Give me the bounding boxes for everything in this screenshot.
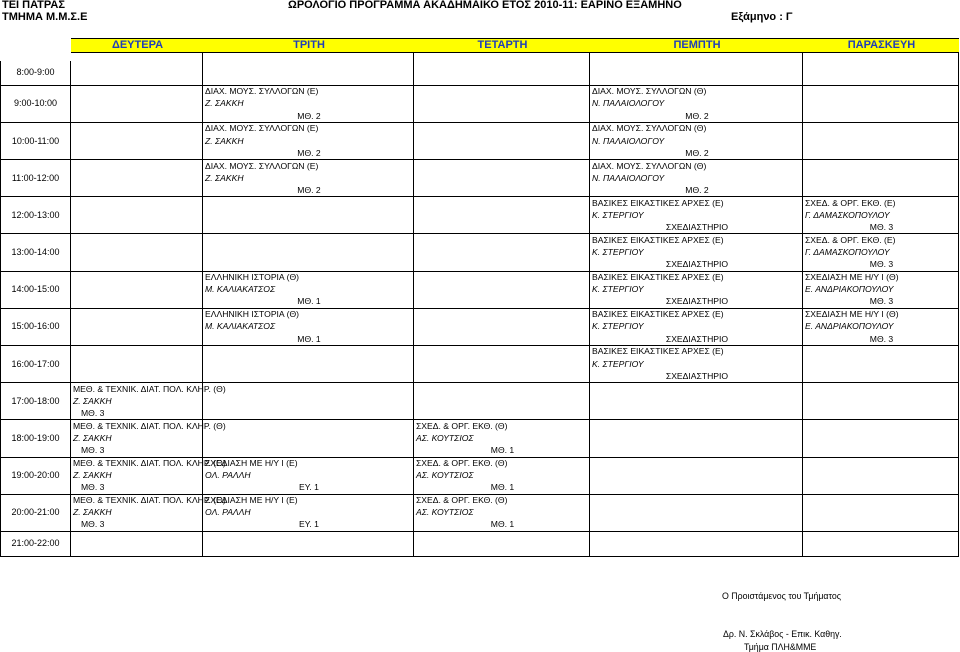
schedule-cell (71, 308, 203, 320)
schedule-cell: ΕΥ. 1 (203, 482, 414, 494)
schedule-cell: Ζ. ΣΑΚΚΗ (71, 469, 203, 481)
schedule-row (1, 519, 959, 531)
schedule-cell: ΜΘ. 2 (203, 110, 414, 122)
schedule-cell (414, 321, 590, 333)
schedule-cell: ΜΘ. 1 (414, 482, 590, 494)
schedule-cell (803, 147, 959, 159)
schedule-cell (414, 197, 590, 209)
schedule-cell (203, 383, 414, 395)
schedule-cell: ΜΘ. 3 (71, 482, 203, 494)
schedule-cell (71, 209, 203, 221)
schedule-cell (71, 172, 203, 184)
schedule-cell (71, 197, 203, 209)
schedule-cell: Μ. ΚΑΛΙΑΚΑΤΣΟΣ (203, 321, 414, 333)
schedule-cell (414, 370, 590, 382)
schedule-cell (71, 147, 203, 159)
schedule-cell (803, 184, 959, 196)
schedule-cell (803, 383, 959, 395)
schedule-cell (414, 61, 590, 73)
schedule-cell: ΣΧΕΔ. & ΟΡΓ. ΕΚΘ. (Θ) (414, 457, 590, 469)
schedule-cell: ΔΙΑΧ. ΜΟΥΣ. ΣΥΛΛΟΓΩΝ (Ε) (203, 122, 414, 134)
schedule-row (1, 110, 959, 122)
schedule-cell: ΔΙΑΧ. ΜΟΥΣ. ΣΥΛΛΟΓΩΝ (Θ) (590, 122, 803, 134)
schedule-row (1, 271, 959, 283)
schedule-cell: Ζ. ΣΑΚΚΗ (203, 172, 414, 184)
schedule-row (1, 358, 959, 370)
time-slot: 12:00-13:00 (1, 197, 71, 234)
schedule-cell (203, 259, 414, 271)
schedule-cell: ΣΧΕΔΙΑΣΤΗΡΙΟ (590, 296, 803, 308)
schedule-cell (414, 284, 590, 296)
schedule-cell (414, 160, 590, 172)
schedule-cell: ΒΑΣΙΚΕΣ ΕΙΚΑΣΤΙΚΕΣ ΑΡΧΕΣ (Ε) (590, 271, 803, 283)
schedule-row (1, 432, 959, 444)
schedule-cell: ΣΧΕΔΙΑΣΗ ΜΕ Η/Υ Ι (Ε) (203, 494, 414, 506)
schedule-cell: ΜΘ. 3 (803, 222, 959, 234)
schedule-row (1, 482, 959, 494)
schedule-cell: ΣΧΕΔΙΑΣΤΗΡΙΟ (590, 222, 803, 234)
schedule-cell (590, 531, 803, 556)
schedule-cell (71, 222, 203, 234)
schedule-cell (203, 432, 414, 444)
schedule-cell: ΜΕΘ. & ΤΕΧΝΙΚ. ΔΙΑΤ. ΠΟΛ. ΚΛΗΡ. (Θ) (71, 457, 203, 469)
schedule-cell (414, 383, 590, 395)
schedule-cell (803, 531, 959, 556)
institution-name: ΤΕΙ ΠΑΤΡΑΣ (2, 0, 65, 11)
schedule-cell: ΣΧΕΔ. & ΟΡΓ. ΕΚΘ. (Θ) (414, 494, 590, 506)
time-slot: 21:00-22:00 (1, 531, 71, 556)
schedule-cell: Ε. ΑΝΔΡΙΑΚΟΠΟΥΛΟΥ (803, 321, 959, 333)
schedule-cell: ΣΧΕΔ. & ΟΡΓ. ΕΚΘ. (Θ) (414, 420, 590, 432)
schedule-cell: ΜΘ. 3 (803, 296, 959, 308)
schedule-row (1, 259, 959, 271)
schedule-cell (203, 345, 414, 357)
schedule-row (1, 61, 959, 73)
schedule-cell (803, 469, 959, 481)
schedule-cell (803, 61, 959, 73)
schedule-cell (590, 73, 803, 85)
schedule-cell (414, 73, 590, 85)
schedule-row (1, 420, 959, 432)
schedule-cell (803, 482, 959, 494)
schedule-cell (590, 420, 803, 432)
schedule-cell: ΕΥ. 1 (203, 519, 414, 531)
schedule-row (1, 73, 959, 85)
schedule-row (1, 246, 959, 258)
schedule-cell: ΣΧΕΔΙΑΣΤΗΡΙΟ (590, 259, 803, 271)
schedule-cell (803, 73, 959, 85)
schedule-cell (203, 531, 414, 556)
schedule-cell: Μ. ΚΑΛΙΑΚΑΤΣΟΣ (203, 284, 414, 296)
corner-cell (1, 39, 71, 53)
days-header-row (1, 39, 959, 53)
schedule-row (1, 147, 959, 159)
schedule-cell (414, 345, 590, 357)
schedule-cell: Ν. ΠΑΛΑΙΟΛΟΓΟΥ (590, 135, 803, 147)
schedule-cell: ΜΕΘ. & ΤΕΧΝΙΚ. ΔΙΑΤ. ΠΟΛ. ΚΛΗΡ. (Θ) (71, 383, 203, 395)
schedule-cell: ΜΘ. 3 (803, 333, 959, 345)
schedule-cell: ΒΑΣΙΚΕΣ ΕΙΚΑΣΤΙΚΕΣ ΑΡΧΕΣ (Ε) (590, 308, 803, 320)
schedule-cell: ΣΧΕΔΙΑΣΗ ΜΕ Η/Υ Ι (Ε) (203, 457, 414, 469)
schedule-cell: ΔΙΑΧ. ΜΟΥΣ. ΣΥΛΛΟΓΩΝ (Θ) (590, 160, 803, 172)
schedule-cell (414, 234, 590, 246)
schedule-cell: ΑΣ. ΚΟΥΤΣΙΟΣ (414, 469, 590, 481)
schedule-cell: ΜΘ. 2 (203, 184, 414, 196)
schedule-row (1, 160, 959, 172)
schedule-cell (414, 172, 590, 184)
schedule-cell: ΟΛ. ΡΑΛΛΗ (203, 469, 414, 481)
schedule-row (1, 531, 959, 556)
schedule-cell (590, 457, 803, 469)
schedule-cell: ΜΘ. 2 (590, 110, 803, 122)
schedule-cell: ΜΘ. 1 (203, 296, 414, 308)
schedule-cell (414, 531, 590, 556)
schedule-cell: ΑΣ. ΚΟΥΤΣΙΟΣ (414, 507, 590, 519)
schedule-cell (71, 370, 203, 382)
schedule-cell (203, 445, 414, 457)
schedule-cell: ΔΙΑΧ. ΜΟΥΣ. ΣΥΛΛΟΓΩΝ (Ε) (203, 85, 414, 97)
schedule-cell (803, 420, 959, 432)
schedule-row (1, 370, 959, 382)
schedule-cell (414, 184, 590, 196)
schedule-cell (803, 494, 959, 506)
schedule-row (1, 122, 959, 134)
schedule-row (1, 296, 959, 308)
schedule-row (1, 172, 959, 184)
schedule-cell: ΔΙΑΧ. ΜΟΥΣ. ΣΥΛΛΟΓΩΝ (Ε) (203, 160, 414, 172)
schedule-row (1, 383, 959, 395)
time-slot: 8:00-9:00 (1, 61, 71, 86)
schedule-cell (803, 457, 959, 469)
schedule-cell (71, 246, 203, 258)
schedule-cell: ΣΧΕΔ. & ΟΡΓ. ΕΚΘ. (Ε) (803, 234, 959, 246)
schedule-cell (803, 160, 959, 172)
schedule-cell: Κ. ΣΤΕΡΓΙΟΥ (590, 321, 803, 333)
schedule-cell (414, 209, 590, 221)
day-header: ΠΑΡΑΣΚΕΥΗ (803, 39, 959, 53)
schedule-cell: ΒΑΣΙΚΕΣ ΕΙΚΑΣΤΙΚΕΣ ΑΡΧΕΣ (Ε) (590, 197, 803, 209)
schedule-cell (803, 507, 959, 519)
schedule-cell (803, 407, 959, 419)
schedule-cell: ΜΘ. 2 (590, 184, 803, 196)
schedule-cell: ΒΑΣΙΚΕΣ ΕΙΚΑΣΤΙΚΕΣ ΑΡΧΕΣ (Ε) (590, 234, 803, 246)
schedule-cell (203, 246, 414, 258)
day-header: ΤΡΙΤΗ (203, 39, 414, 53)
schedule-cell: Γ. ΔΑΜΑΣΚΟΠΟΥΛΟΥ (803, 246, 959, 258)
schedule-row (1, 222, 959, 234)
schedule-cell: ΜΘ. 2 (590, 147, 803, 159)
schedule-cell (71, 122, 203, 134)
department-unit: Τμήμα ΠΛΗ&ΜΜΕ (744, 642, 817, 652)
schedule-cell: ΜΘ. 3 (71, 519, 203, 531)
schedule-cell: ΣΧΕΔ. & ΟΡΓ. ΕΚΘ. (Ε) (803, 197, 959, 209)
schedule-row (1, 395, 959, 407)
schedule-cell (71, 358, 203, 370)
schedule-cell: ΕΛΛΗΝΙΚΗ ΙΣΤΟΡΙΑ (Θ) (203, 308, 414, 320)
time-slot: 17:00-18:00 (1, 383, 71, 420)
schedule-cell: ΜΘ. 3 (71, 445, 203, 457)
schedule-cell: Ε. ΑΝΔΡΙΑΚΟΠΟΥΛΟΥ (803, 284, 959, 296)
schedule-cell (414, 407, 590, 419)
schedule-cell (590, 383, 803, 395)
schedule-cell: Κ. ΣΤΕΡΓΙΟΥ (590, 246, 803, 258)
schedule-cell (203, 407, 414, 419)
schedule-row (1, 469, 959, 481)
time-slot: 18:00-19:00 (1, 420, 71, 457)
schedule-row (1, 308, 959, 320)
schedule-cell (71, 259, 203, 271)
schedule-cell (414, 333, 590, 345)
schedule-cell: Γ. ΔΑΜΑΣΚΟΠΟΥΛΟΥ (803, 209, 959, 221)
schedule-cell (803, 110, 959, 122)
schedule-cell (590, 395, 803, 407)
schedule-row (1, 321, 959, 333)
schedule-cell: Κ. ΣΤΕΡΓΙΟΥ (590, 209, 803, 221)
schedule-cell (71, 184, 203, 196)
schedule-row (1, 407, 959, 419)
schedule-row (1, 209, 959, 221)
time-slot: 20:00-21:00 (1, 494, 71, 531)
schedule-cell (71, 296, 203, 308)
schedule-row (1, 234, 959, 246)
department-name: ΤΜΗΜΑ Μ.Μ.Σ.Ε (2, 11, 88, 23)
schedule-cell (414, 147, 590, 159)
schedule-title: ΩΡΟΛΟΓΙΟ ΠΡΟΓΡΑΜΜΑ ΑΚΑΔΗΜΑΙΚΟ ΕΤΟΣ 2010-11: ΕΑΡΙΝΟ ΕΞΑΜΗΝΟ (288, 0, 682, 11)
schedule-cell (203, 73, 414, 85)
schedule-cell: ΒΑΣΙΚΕΣ ΕΙΚΑΣΤΙΚΕΣ ΑΡΧΕΣ (Ε) (590, 345, 803, 357)
schedule-cell (803, 432, 959, 444)
schedule-cell: Κ. ΣΤΕΡΓΙΟΥ (590, 358, 803, 370)
schedule-row (1, 445, 959, 457)
schedule-cell (590, 494, 803, 506)
schedule-cell (203, 197, 414, 209)
schedule-row (1, 85, 959, 97)
day-header: ΤΕΤΑΡΤΗ (414, 39, 590, 53)
schedule-cell (414, 222, 590, 234)
schedule-cell: Ζ. ΣΑΚΚΗ (203, 98, 414, 110)
schedule-cell (71, 234, 203, 246)
schedule-cell: Ν. ΠΑΛΑΙΟΛΟΓΟΥ (590, 98, 803, 110)
schedule-row (1, 135, 959, 147)
schedule-cell (71, 110, 203, 122)
schedule-row (1, 507, 959, 519)
schedule-cell: ΜΘ. 2 (203, 147, 414, 159)
schedule-cell (414, 259, 590, 271)
schedule-cell (590, 469, 803, 481)
schedule-cell (203, 222, 414, 234)
schedule-cell (203, 370, 414, 382)
schedule-cell: ΑΣ. ΚΟΥΤΣΙΟΣ (414, 432, 590, 444)
schedule-cell: Ζ. ΣΑΚΚΗ (71, 507, 203, 519)
time-slot: 9:00-10:00 (1, 85, 71, 122)
schedule-cell (71, 85, 203, 97)
schedule-cell: ΕΛΛΗΝΙΚΗ ΙΣΤΟΡΙΑ (Θ) (203, 271, 414, 283)
schedule-cell (414, 85, 590, 97)
schedule-cell (203, 358, 414, 370)
schedule-cell (414, 271, 590, 283)
schedule-cell (71, 135, 203, 147)
schedule-cell (590, 507, 803, 519)
schedule-cell (414, 358, 590, 370)
time-slot: 16:00-17:00 (1, 345, 71, 382)
schedule-cell (71, 73, 203, 85)
spacer-row (1, 53, 959, 61)
schedule-cell: ΣΧΕΔΙΑΣΤΗΡΙΟ (590, 333, 803, 345)
schedule-cell: Ζ. ΣΑΚΚΗ (71, 432, 203, 444)
schedule-cell: Κ. ΣΤΕΡΓΙΟΥ (590, 284, 803, 296)
schedule-cell (803, 172, 959, 184)
schedule-cell (71, 284, 203, 296)
schedule-cell: ΜΘ. 1 (414, 519, 590, 531)
schedule-cell: ΣΧΕΔΙΑΣΤΗΡΙΟ (590, 370, 803, 382)
schedule-cell (803, 395, 959, 407)
schedule-cell (203, 395, 414, 407)
day-header: ΔΕΥΤΕΡΑ (71, 39, 203, 53)
time-slot: 14:00-15:00 (1, 271, 71, 308)
schedule-cell (414, 110, 590, 122)
schedule-cell: ΜΘ. 3 (71, 407, 203, 419)
schedule-cell (590, 407, 803, 419)
schedule-cell (414, 296, 590, 308)
schedule-cell (803, 85, 959, 97)
schedule-cell: Ν. ΠΑΛΑΙΟΛΟΓΟΥ (590, 172, 803, 184)
schedule-cell: Ζ. ΣΑΚΚΗ (203, 135, 414, 147)
schedule-cell (590, 445, 803, 457)
schedule-cell (414, 395, 590, 407)
schedule-row (1, 345, 959, 357)
schedule-cell (414, 246, 590, 258)
schedule-row (1, 184, 959, 196)
schedule-row (1, 284, 959, 296)
schedule-cell: ΜΘ. 3 (803, 259, 959, 271)
time-slot: 13:00-14:00 (1, 234, 71, 271)
schedule-cell: ΜΕΘ. & ΤΕΧΝΙΚ. ΔΙΑΤ. ΠΟΛ. ΚΛΗΡ. (Θ) (71, 420, 203, 432)
time-slot: 19:00-20:00 (1, 457, 71, 494)
schedule-cell: ΟΛ. ΡΑΛΛΗ (203, 507, 414, 519)
schedule-cell (803, 345, 959, 357)
schedule-cell (414, 98, 590, 110)
schedule-cell: ΣΧΕΔΙΑΣΗ ΜΕ Η/Υ Ι (Θ) (803, 308, 959, 320)
day-header: ΠΕΜΠΤΗ (590, 39, 803, 53)
schedule-cell (71, 321, 203, 333)
schedule-cell (803, 98, 959, 110)
schedule-cell (590, 432, 803, 444)
timetable (0, 38, 959, 557)
schedule-cell (71, 160, 203, 172)
schedule-cell (203, 234, 414, 246)
schedule-cell (803, 135, 959, 147)
schedule-cell (590, 482, 803, 494)
schedule-cell: ΜΕΘ. & ΤΕΧΝΙΚ. ΔΙΑΤ. ΠΟΛ. ΚΛΗΡ. (Θ) (71, 494, 203, 506)
schedule-cell (71, 61, 203, 73)
schedule-cell (414, 135, 590, 147)
schedule-cell (803, 519, 959, 531)
schedule-row (1, 333, 959, 345)
schedule-cell (803, 370, 959, 382)
schedule-cell (203, 61, 414, 73)
schedule-cell: Ζ. ΣΑΚΚΗ (71, 395, 203, 407)
schedule-cell: ΣΧΕΔΙΑΣΗ ΜΕ Η/Υ Ι (Θ) (803, 271, 959, 283)
schedule-cell (203, 209, 414, 221)
schedule-cell (803, 358, 959, 370)
schedule-row (1, 457, 959, 469)
time-slot: 15:00-16:00 (1, 308, 71, 345)
time-slot: 11:00-12:00 (1, 160, 71, 197)
schedule-cell (71, 345, 203, 357)
schedule-cell (203, 420, 414, 432)
schedule-cell (590, 61, 803, 73)
schedule-cell (71, 531, 203, 556)
schedule-cell: ΜΘ. 1 (414, 445, 590, 457)
schedule-row (1, 197, 959, 209)
signatory-name: Δρ. Ν. Σκλάβος - Επικ. Καθηγ. (723, 629, 842, 639)
schedule-row (1, 494, 959, 506)
head-of-department-title: Ο Προιστάμενος του Τμήματος (722, 591, 841, 601)
schedule-cell (71, 271, 203, 283)
schedule-cell (71, 98, 203, 110)
schedule-cell (803, 122, 959, 134)
schedule-cell (803, 445, 959, 457)
schedule-cell (590, 519, 803, 531)
schedule-cell (71, 333, 203, 345)
time-slot: 10:00-11:00 (1, 122, 71, 159)
schedule-cell: ΔΙΑΧ. ΜΟΥΣ. ΣΥΛΛΟΓΩΝ (Θ) (590, 85, 803, 97)
schedule-cell: ΜΘ. 1 (203, 333, 414, 345)
schedule-row (1, 98, 959, 110)
semester-label: Εξάμηνο : Γ (731, 11, 793, 23)
schedule-cell (414, 122, 590, 134)
schedule-cell (414, 308, 590, 320)
